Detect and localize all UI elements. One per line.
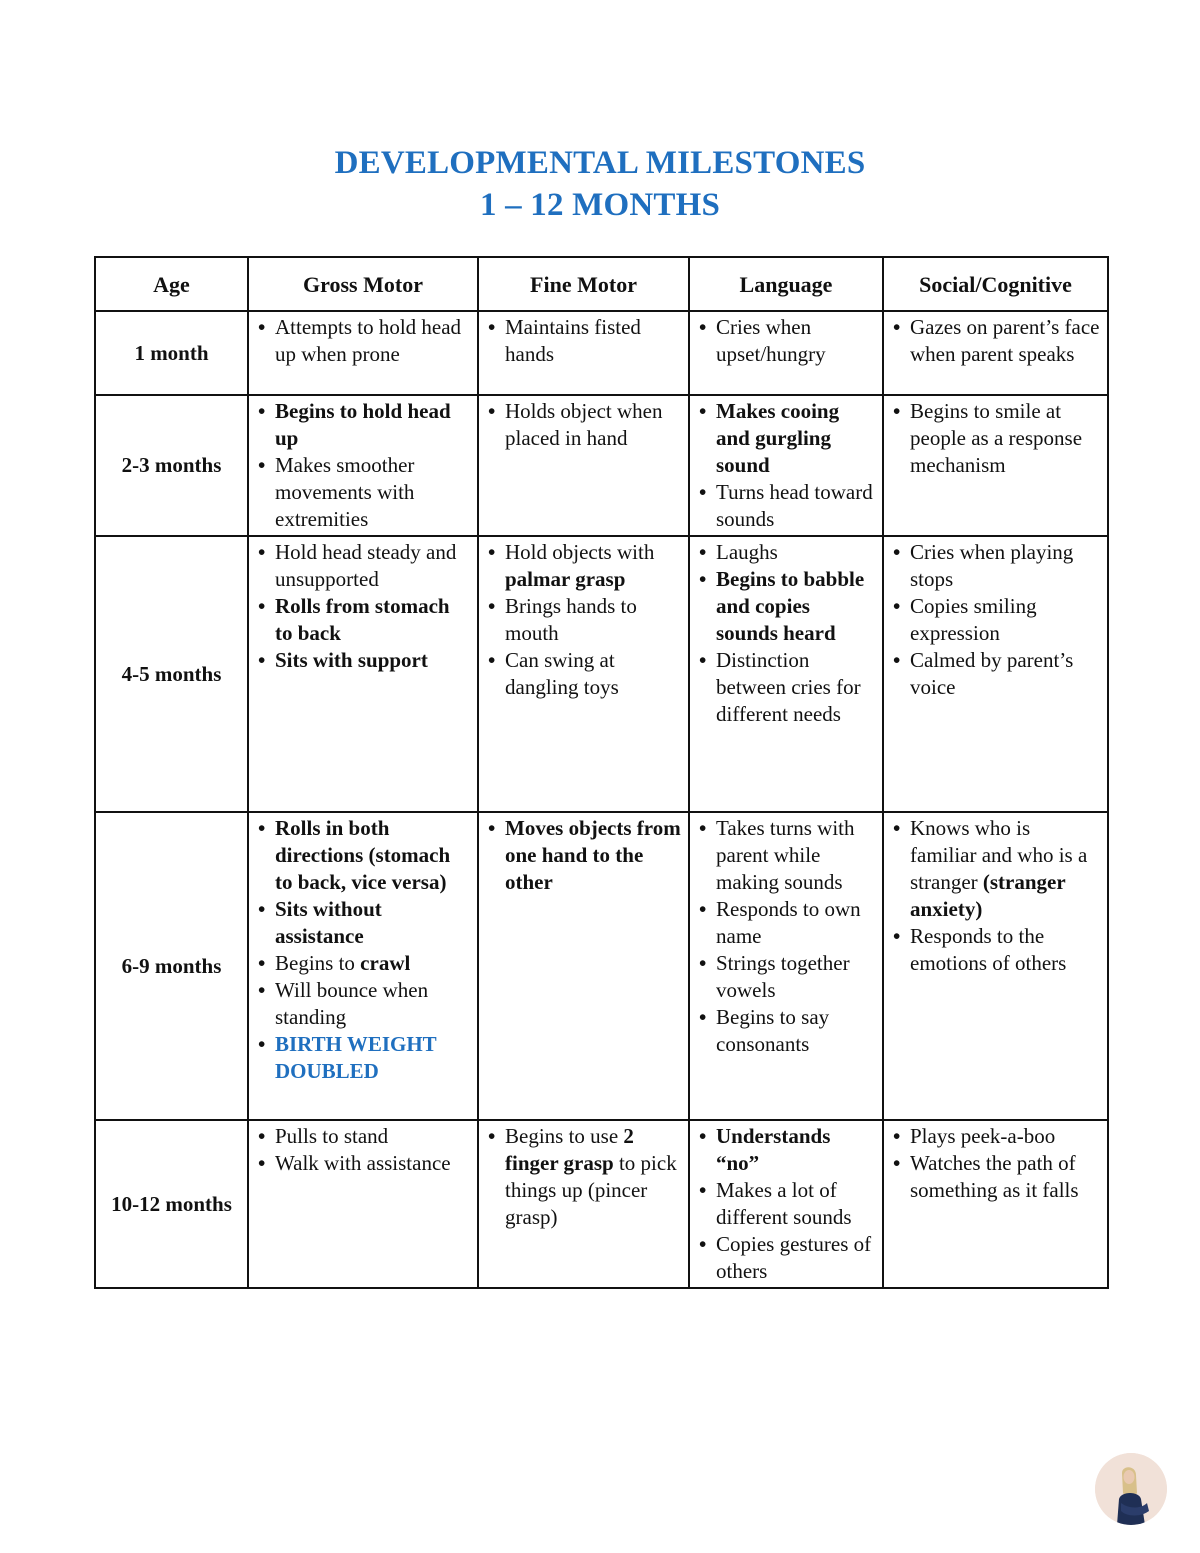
- title-line-1: DEVELOPMENTAL MILESTONES: [334, 145, 866, 181]
- list-item: [890, 815, 1101, 923]
- list-item: • Distinction between cries for different needs: [696, 647, 876, 728]
- list-item: • Brings hands to mouth: [485, 593, 682, 647]
- list-item: • Rolls from stomach to back: [255, 593, 471, 647]
- list-item: • Calmed by parent’s voice: [890, 647, 1101, 701]
- list-item: • Holds object when placed in hand: [485, 398, 682, 452]
- language-cell: [689, 1120, 883, 1288]
- age-cell: 4-5 months: [95, 536, 248, 812]
- header-language: Language: [689, 257, 883, 311]
- list-item: • Laughs: [696, 539, 876, 566]
- list-item: • Sits with support: [255, 647, 471, 674]
- person-avatar-icon: [1095, 1453, 1167, 1525]
- page-title: [0, 142, 1200, 226]
- list-item: [485, 539, 682, 593]
- age-cell: 1 month: [95, 311, 248, 395]
- list-item: • Begins to hold head up: [255, 398, 471, 452]
- milestones-table: [94, 256, 1109, 1289]
- list-item: [485, 1123, 682, 1231]
- list-item-text: Begins to: [275, 951, 361, 975]
- language-cell: [689, 395, 883, 536]
- header-age: Age: [95, 257, 248, 311]
- table-row: [95, 395, 1108, 536]
- list-item: • Moves objects from one hand to the other: [485, 815, 682, 896]
- list-item-text: Hold objects with: [505, 540, 655, 564]
- language-cell: [689, 536, 883, 812]
- list-item-bold-text: 2 finger grasp: [505, 1124, 634, 1175]
- social-cell: [883, 395, 1108, 536]
- table-row: [95, 812, 1108, 1120]
- list-item: • Turns head toward sounds: [696, 479, 876, 533]
- list-item-text: Knows who is familiar and who is a stranger: [910, 816, 1088, 894]
- list-item: • Begins to say consonants: [696, 1004, 876, 1058]
- header-gross-motor: Gross Motor: [248, 257, 478, 311]
- list-item: • Hold head steady and unsupported: [255, 539, 471, 593]
- table-header-row: [95, 257, 1108, 311]
- fine-motor-cell: [478, 536, 689, 812]
- fine-motor-cell: [478, 311, 689, 395]
- list-item: • Responds to the emotions of others: [890, 923, 1101, 977]
- age-cell: 2-3 months: [95, 395, 248, 536]
- gross-motor-cell: [248, 536, 478, 812]
- fine-motor-cell: [478, 812, 689, 1120]
- list-item: • Begins to smile at people as a response mechanism: [890, 398, 1101, 479]
- gross-motor-cell: [248, 395, 478, 536]
- list-item: • Plays peek-a-boo: [890, 1123, 1101, 1150]
- list-item: [255, 950, 471, 977]
- list-item: • Understands “no”: [696, 1123, 876, 1177]
- list-item: • Attempts to hold head up when prone: [255, 314, 471, 368]
- table-row: [95, 536, 1108, 812]
- list-item-bold-text: (stranger anxiety): [910, 870, 1066, 921]
- social-cell: [883, 311, 1108, 395]
- title-line-2: 1 – 12 MONTHS: [479, 187, 721, 223]
- table-row: [95, 311, 1108, 395]
- social-cell: [883, 1120, 1108, 1288]
- list-item-text: Begins to use: [505, 1124, 624, 1148]
- list-item: • Pulls to stand: [255, 1123, 471, 1150]
- list-item: • Makes smoother movements with extremities: [255, 452, 471, 533]
- list-item: • Makes cooing and gurgling sound: [696, 398, 876, 479]
- fine-motor-cell: [478, 1120, 689, 1288]
- table-row: [95, 1120, 1108, 1288]
- gross-motor-cell: [248, 1120, 478, 1288]
- social-cell: [883, 812, 1108, 1120]
- list-item: • Takes turns with parent while making sounds: [696, 815, 876, 896]
- list-item: • Begins to babble and copies sounds heard: [696, 566, 876, 647]
- header-fine-motor: Fine Motor: [478, 257, 689, 311]
- list-item-bold-text: crawl: [360, 951, 411, 975]
- list-item: • Gazes on parent’s face when parent speaks: [890, 314, 1101, 368]
- list-item: • Can swing at dangling toys: [485, 647, 682, 701]
- list-item: • Maintains fisted hands: [485, 314, 682, 368]
- list-item-highlight: • BIRTH WEIGHT DOUBLED: [255, 1031, 471, 1085]
- list-item: • Cries when playing stops: [890, 539, 1101, 593]
- list-item: • Will bounce when standing: [255, 977, 471, 1031]
- age-cell: 10-12 months: [95, 1120, 248, 1288]
- list-item: • Strings together vowels: [696, 950, 876, 1004]
- list-item: • Copies gestures of others: [696, 1231, 876, 1285]
- language-cell: [689, 812, 883, 1120]
- list-item: • Responds to own name: [696, 896, 876, 950]
- language-cell: [689, 311, 883, 395]
- list-item: • Cries when upset/hungry: [696, 314, 876, 368]
- list-item: • Watches the path of something as it falls: [890, 1150, 1101, 1204]
- list-item: • Makes a lot of different sounds: [696, 1177, 876, 1231]
- list-item: • Rolls in both directions (stomach to back, vice versa): [255, 815, 471, 896]
- fine-motor-cell: [478, 395, 689, 536]
- list-item: • Walk with assistance: [255, 1150, 471, 1177]
- gross-motor-cell: [248, 812, 478, 1120]
- list-item: • Sits without assistance: [255, 896, 471, 950]
- header-social-cognitive: Social/Cognitive: [883, 257, 1108, 311]
- list-item-bold-text: palmar grasp: [505, 567, 626, 591]
- age-cell: 6-9 months: [95, 812, 248, 1120]
- list-item: • Copies smiling expression: [890, 593, 1101, 647]
- gross-motor-cell: [248, 311, 478, 395]
- social-cell: [883, 536, 1108, 812]
- list-item-text: to pick things up (pincer grasp): [505, 1151, 677, 1229]
